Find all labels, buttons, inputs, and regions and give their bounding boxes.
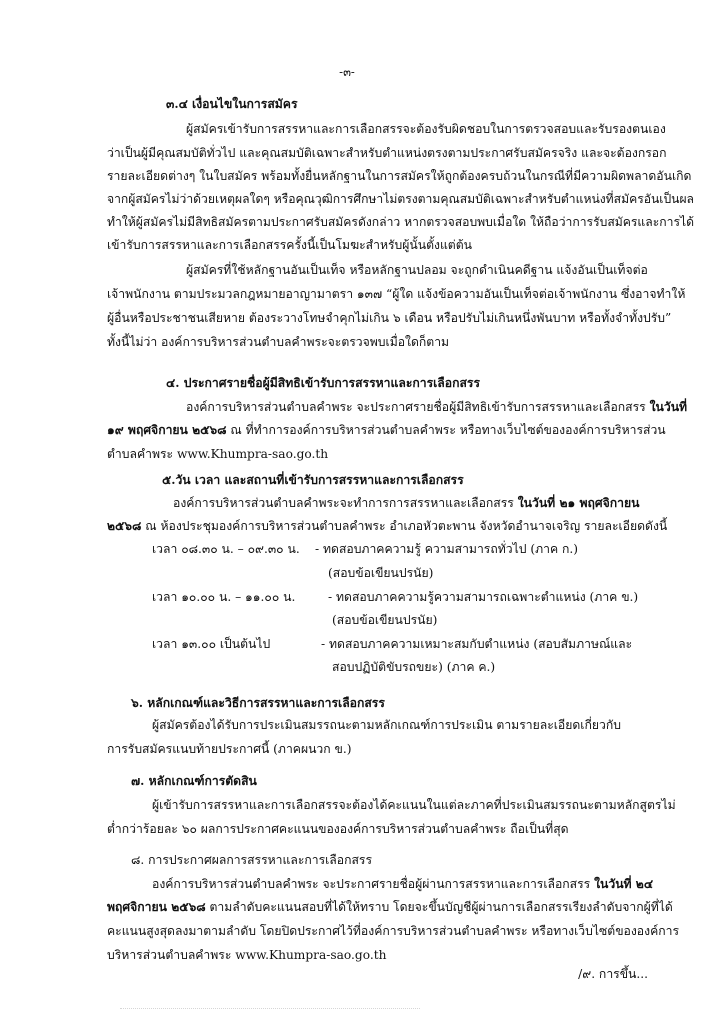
- section-3-4-p2-line: เจ้าพนักงาน ตามประมวลกฎหมายอาญามาตรา ๑๓๗ “ผู้ใด แจ้งข้อความอันเป็นเท็จต่อเจ้าพนักงาน ซึ่งอาจทำให้: [107, 287, 686, 301]
- section-4-heading: ๔. ประกาศรายชื่อผู้มีสิทธิเข้ารับการสรรหาและการเลือกสรร: [166, 376, 481, 390]
- section-6-line: การรับสมัครแนบท้ายประกาศนี้ (ภาคผนวก ข.): [107, 742, 352, 756]
- section-4-line: [107, 422, 666, 438]
- schedule-description: (สอบข้อเขียนปรนัย): [328, 566, 434, 580]
- section-3-4-p2-line: ผู้อื่นหรือประชาชนเสียหาย ต้องระวางโทษจำคุกไม่เกิน ๖ เดือน หรือปรับไม่เกินหนึ่งพันบาท หรือทั้งจำทั้งปรับ”: [107, 311, 672, 325]
- scan-artifact: [120, 1008, 420, 1015]
- section-5-text: องค์การบริหารส่วนตำบลคำพระจะทำการการสรรหาและเลือกสรร: [173, 496, 514, 510]
- section-7-line: ต่ำกว่าร้อยละ ๖๐ ผลการประกาศคะแนนขององค์การบริหารส่วนตำบลคำพระ ถือเป็นที่สุด: [107, 822, 569, 836]
- schedule-description: - ทดสอบภาคความรู้ ความสามารถทั่วไป (ภาค ก.): [315, 542, 579, 556]
- section-8-month-year: พฤศจิกายน ๒๕๖๘: [107, 900, 206, 914]
- section-5-heading: ๕.วัน เวลา และสถานที่เข้ารับการสรรหาและการเลือกสรร: [162, 473, 464, 487]
- section-8-text: ตามลำดับคะแนนสอบที่ได้ให้ทราบ โดยจะขึ้นบัญชีผู้ผ่านการเลือกสรรเรียงลำดับจากผู้ที่ได้: [209, 900, 673, 914]
- section-5-text: ณ ห้องประชุมองค์การบริหารส่วนตำบลคำพระ อำเภอหัวตะพาน จังหวัดอำนาจเจริญ รายละเอียดดังนี้: [145, 519, 668, 533]
- schedule-time: เวลา ๑๓.๐๐ เป็นต้นไป: [152, 637, 271, 651]
- schedule-time: เวลา ๐๘.๓๐ น. – ๐๙.๓๐ น.: [152, 542, 300, 556]
- section-3-4-p1-line: ว่าเป็นผู้มีคุณสมบัติทั่วไป และคุณสมบัติเฉพาะสำหรับตำแหน่งตรงตามประกาศรับสมัครจริง และจะต้องกรอก: [107, 146, 667, 160]
- section-8-line: [152, 876, 653, 892]
- section-8-line: [107, 899, 673, 915]
- section-3-4-p1-line: เข้ารับการสรรหาและการเลือกสรรครั้งนี้เป็นโมฆะสำหรับผู้นั้นตั้งแต่ต้น: [107, 238, 472, 252]
- section-3-4-heading: ๓.๔ เงื่อนไขในการสมัคร: [166, 97, 298, 111]
- section-3-4-p1-line: ทำให้ผู้สมัครไม่มีสิทธิสมัครตามประกาศรับสมัครดังกล่าว หากตรวจสอบพบเมื่อใด ให้ถือว่าการรับสมัครและการได้: [107, 215, 694, 229]
- section-8-website-line: บริหารส่วนตำบลคำพระ www.Khumpra-sao.go.th: [107, 948, 387, 962]
- section-4-line: [186, 399, 687, 415]
- section-5-line: [173, 495, 639, 511]
- section-4-text: องค์การบริหารส่วนตำบลคำพระ จะประกาศรายชื่อผู้มีสิทธิเข้ารับการสรรหาและเลือกสรร: [186, 400, 646, 414]
- section-6-line: ผู้สมัครต้องได้รับการประเมินสมรรถนะตามหลักเกณฑ์การประเมิน ตามรายละเอียดเกี่ยวกับ: [152, 718, 621, 732]
- page-number: -๓-: [339, 65, 355, 79]
- section-7-line: ผู้เข้ารับการสรรหาและการเลือกสรรจะต้องได้คะแนนในแต่ละภาคที่ประเมินสมรรถนะตามหลักสูตรไม่: [152, 798, 676, 812]
- schedule-description: (สอบข้อเขียนปรนัย): [332, 613, 438, 627]
- section-3-4-p1-line: ผู้สมัครเข้ารับการสรรหาและการเลือกสรรจะต้องรับผิดชอบในการตรวจสอบและรับรองตนเอง: [186, 122, 666, 136]
- section-3-4-p1-line: จากผู้สมัครไม่ว่าด้วยเหตุผลใดๆ หรือคุณวุฒิการศึกษาไม่ตรงตามคุณสมบัติเฉพาะสำหรับตำแหน่งที่สมัครอันเป็นผล: [107, 192, 694, 206]
- section-3-4-p2-line: ทั้งนี้ไม่ว่า องค์การบริหารส่วนตำบลคำพระจะตรวจพบเมื่อใดก็ตาม: [107, 335, 450, 349]
- schedule-description: สอบปฏิบัติขับรถขยะ) (ภาค ค.): [332, 660, 496, 674]
- section-4-website-line: ตำบลคำพระ www.Khumpra-sao.go.th: [107, 447, 329, 461]
- section-4-date-label: ในวันที่: [649, 400, 688, 414]
- section-7-heading: ๗. หลักเกณฑ์การตัดสิน: [131, 774, 257, 788]
- section-5-date: ในวันที่ ๒๑ พฤศจิกายน: [517, 496, 640, 510]
- section-5-year: ๒๕๖๘: [107, 519, 142, 533]
- section-3-4-p1-line: รายละเอียดต่างๆ ในใบสมัคร พร้อมทั้งยื่นหลักฐานในการสมัครให้ถูกต้องครบถ้วนในกรณีที่มีความผิดพลาดอันเกิด: [107, 169, 692, 183]
- schedule-description: - ทดสอบภาคความรู้ความสามารถเฉพาะตำแหน่ง (ภาค ข.): [328, 590, 639, 604]
- section-8-date: ในวันที่ ๒๔: [594, 877, 654, 891]
- continuation-footer: /๙. การขึ้น...: [578, 967, 648, 981]
- section-6-heading: ๖. หลักเกณฑ์และวิธีการสรรหาและการเลือกสรร: [131, 696, 385, 710]
- section-3-4-p2-line: ผู้สมัครที่ใช้หลักฐานอันเป็นเท็จ หรือหลักฐานปลอม จะถูกดำเนินคดีฐาน แจ้งอันเป็นเท็จต่อ: [186, 263, 648, 277]
- schedule-description: - ทดสอบภาคความเหมาะสมกับตำแหน่ง (สอบสัมภาษณ์และ: [321, 637, 633, 651]
- section-4-text: ณ ที่ทำการองค์การบริหารส่วนตำบลคำพระ หรือทางเว็บไซต์ขององค์การบริหารส่วน: [230, 423, 666, 437]
- section-8-heading: ๘. การประกาศผลการสรรหาและการเลือกสรร: [131, 853, 372, 867]
- section-8-text: องค์การบริหารส่วนตำบลคำพระ จะประกาศรายชื่อผู้ผ่านการสรรหาและการเลือกสรร: [152, 877, 591, 891]
- section-4-date: ๑๙ พฤศจิกายน ๒๕๖๘: [107, 423, 227, 437]
- section-5-line: [107, 518, 667, 534]
- section-8-line: คะแนนสูงสุดลงมาตามลำดับ โดยปิดประกาศไว้ที่องค์การบริหารส่วนตำบลคำพระ หรือทางเว็บไซต์ขององค์การ: [107, 924, 679, 938]
- schedule-time: เวลา ๑๐.๐๐ น. – ๑๑.๐๐ น.: [152, 590, 296, 604]
